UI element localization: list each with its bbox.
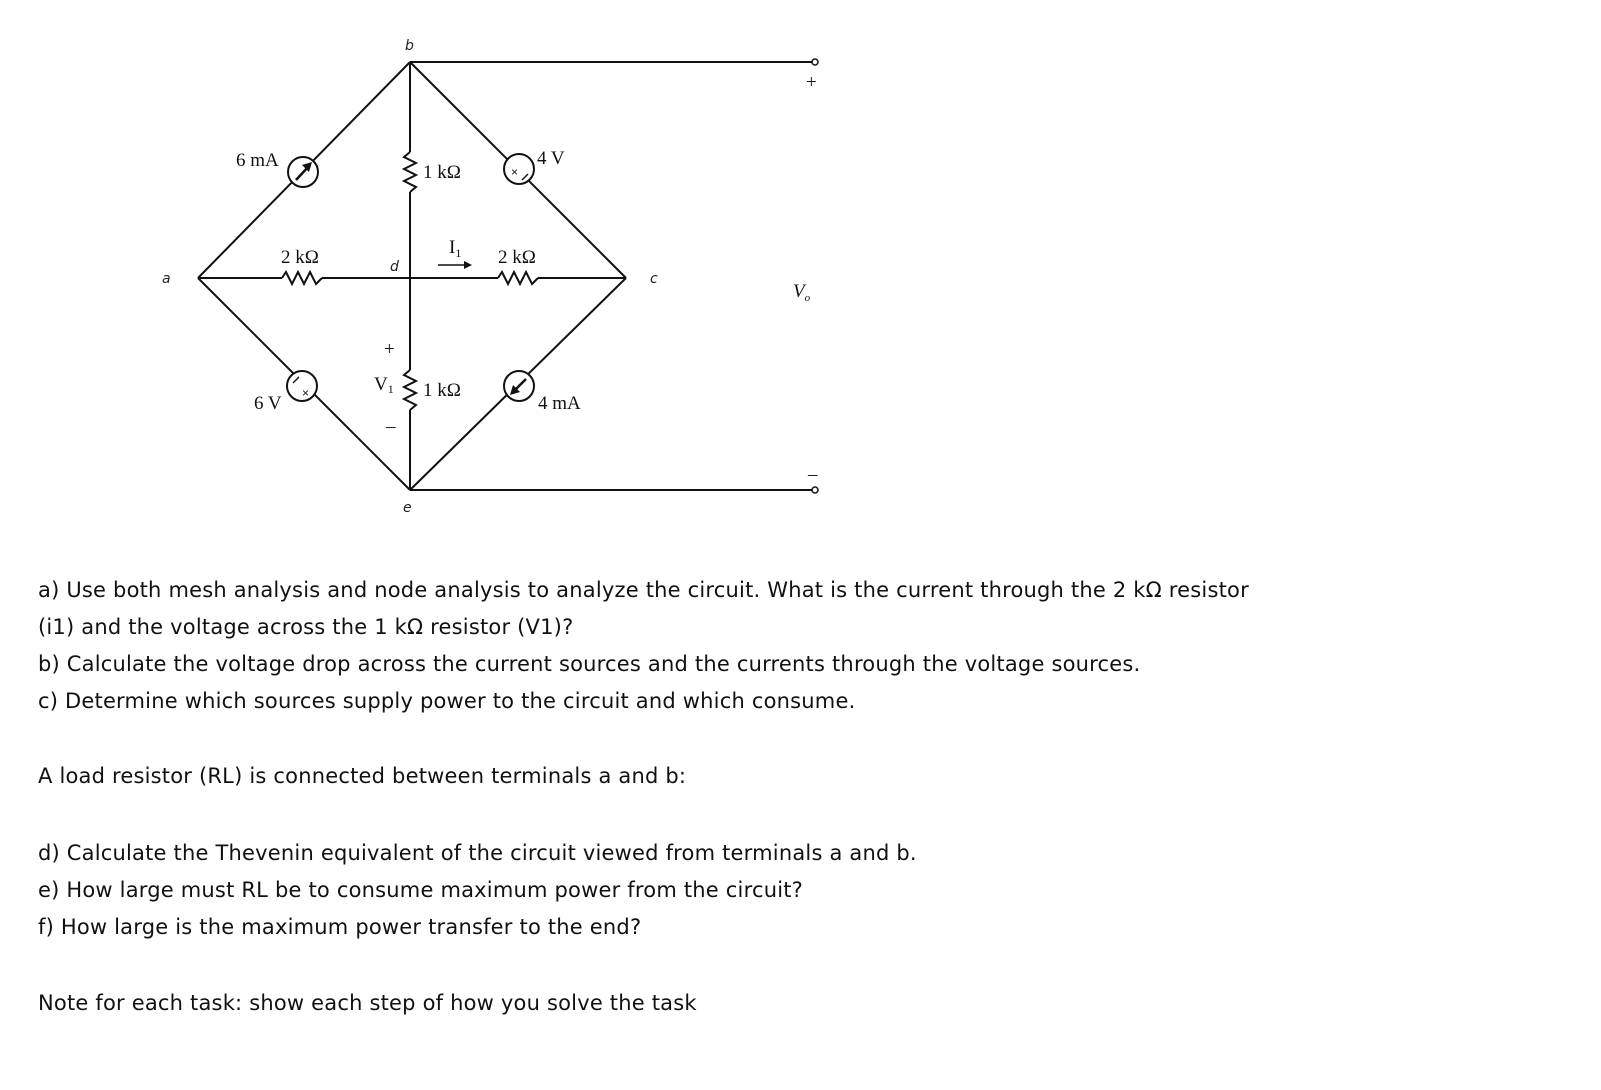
label-6ma: 6 mA xyxy=(236,150,279,171)
label-i1-sub: 1 xyxy=(455,246,462,260)
label-v1-sub: 1 xyxy=(387,382,394,396)
label-vo-plus: + xyxy=(806,72,817,93)
svg-text:×: × xyxy=(302,386,310,400)
label-v1 xyxy=(374,374,394,396)
label-vo-sub: o xyxy=(804,292,811,304)
label-v1-minus: – xyxy=(386,416,396,437)
label-4v: 4 V xyxy=(537,148,565,169)
node-label-c: c xyxy=(650,271,658,287)
load-intro: A load resistor (RL) is connected between terminals a and b: xyxy=(38,764,687,788)
note: Note for each task: show each step of how you solve the task xyxy=(38,991,697,1015)
task-d: d) Calculate the Thevenin equivalent of the circuit viewed from terminals a and b. xyxy=(38,841,917,865)
task-e: e) How large must RL be to consume maximum power from the circuit? xyxy=(38,878,804,902)
task-f: f) How large is the maximum power transfer to the end? xyxy=(38,915,642,939)
task-c: c) Determine which sources supply power to the circuit and which consume. xyxy=(38,689,856,713)
voltage-source-4v xyxy=(504,154,534,184)
label-1k-top: 1 kΩ xyxy=(423,162,461,183)
node-label-a: a xyxy=(162,271,171,287)
current-source-4ma xyxy=(504,371,534,401)
label-4ma: 4 mA xyxy=(538,393,581,414)
svg-text:×: × xyxy=(511,165,519,179)
node-label-d: d xyxy=(390,259,399,275)
label-2k-right: 2 kΩ xyxy=(498,247,536,268)
current-source-6ma xyxy=(288,157,318,187)
label-vo-main: V xyxy=(793,281,805,302)
task-b: b) Calculate the voltage drop across the current sources and the currents through the voltage sources. xyxy=(38,652,1141,676)
resistor-2k-left xyxy=(282,272,322,284)
resistor-1k-bottom xyxy=(404,370,416,410)
label-1k-bottom: 1 kΩ xyxy=(423,380,461,401)
label-vo xyxy=(793,281,811,304)
task-a-line2: (i1) and the voltage across the 1 kΩ resistor (V1)? xyxy=(38,615,574,639)
resistor-2k-right xyxy=(498,272,538,284)
node-label-b: b xyxy=(405,38,414,54)
label-v1-main: V xyxy=(374,374,388,395)
resistor-1k-top xyxy=(404,152,416,192)
label-vo-minus: – xyxy=(808,464,818,485)
label-i1-main: I xyxy=(449,237,456,258)
label-2k-left: 2 kΩ xyxy=(281,247,319,268)
terminal-plus xyxy=(812,59,818,65)
circuit-diagram xyxy=(0,0,1601,540)
label-6v: 6 V xyxy=(254,393,282,414)
terminal-minus xyxy=(812,487,818,493)
task-a-line1: a) Use both mesh analysis and node analysis to analyze the circuit. What is the current through the 2 kΩ resistor xyxy=(38,578,1249,602)
label-v1-plus: + xyxy=(384,339,395,360)
current-arrow-i1 xyxy=(438,261,472,269)
label-i1 xyxy=(449,237,461,260)
node-label-e: e xyxy=(403,500,412,516)
voltage-source-6v xyxy=(287,371,317,401)
